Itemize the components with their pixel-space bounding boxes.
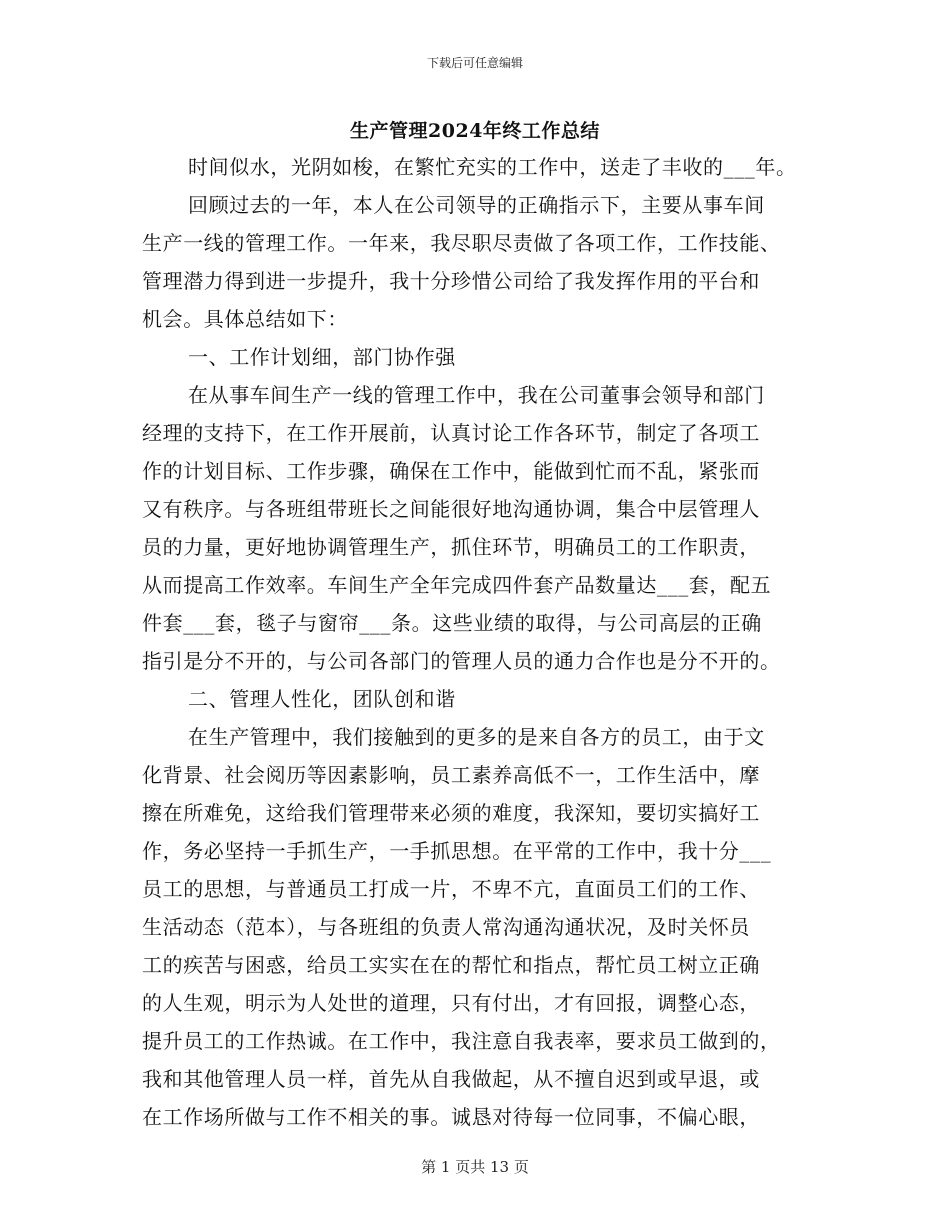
body-line: 管理潜力得到进一步提升，我十分珍惜公司给了我发挥作用的平台和	[142, 269, 760, 293]
body-line: 在生产管理中，我们接触到的更多的是来自各方的员工，由于文	[188, 725, 765, 749]
body-line: 指引是分不开的，与公司各部门的管理人员的通力合作也是分不开的。	[142, 649, 781, 673]
body-line: 又有秩序。与各班组带班长之间能很好地沟通协调，集合中层管理人	[142, 497, 760, 521]
body-line: 一、工作计划细，部门协作强	[188, 345, 456, 369]
body-line: 从而提高工作效率。车间生产全年完成四件套产品数量达___套，配五	[142, 573, 772, 597]
document-title: 生产管理2024年终工作总结	[350, 120, 600, 142]
body-line: 提升员工的工作热诚。在工作中，我注意自我表率，要求员工做到的，	[142, 1029, 781, 1053]
body-line: 化背景、社会阅历等因素影响，员工素养高低不一，工作生活中，摩	[142, 763, 760, 787]
header-note: 下载后可任意编辑	[426, 56, 523, 70]
body-line: 工的疾苦与困惑，给员工实实在在的帮忙和指点，帮忙员工树立正确	[142, 953, 760, 977]
body-line: 作的计划目标、工作步骤，确保在工作中，能做到忙而不乱，紧张而	[142, 459, 760, 483]
page-footer: 第 1 页共 13 页	[421, 1158, 529, 1176]
body-line: 在工作场所做与工作不相关的事。诚恳对待每一位同事，不偏心眼，	[142, 1105, 760, 1129]
body-line: 时间似水，光阴如梭，在繁忙充实的工作中，送走了丰收的___年。	[188, 155, 797, 179]
body-line: 我和其他管理人员一样，首先从自我做起，从不擅自迟到或早退，或	[142, 1067, 760, 1091]
document-body	[142, 148, 832, 1136]
body-line: 擦在所难免，这给我们管理带来必须的难度，我深知，要切实搞好工	[142, 801, 760, 825]
body-line: 员的力量，更好地协调管理生产，抓住环节，明确员工的工作职责，	[142, 535, 760, 559]
body-line: 回顾过去的一年，本人在公司领导的正确指示下，主要从事车间	[188, 193, 765, 217]
body-line: 在从事车间生产一线的管理工作中，我在公司董事会领导和部门	[188, 383, 765, 407]
body-line: 经理的支持下，在工作开展前，认真讨论工作各环节，制定了各项工	[142, 421, 760, 445]
body-line: 员工的思想，与普通员工打成一片，不卑不亢，直面员工们的工作、	[142, 877, 760, 901]
body-line: 作，务必坚持一手抓生产，一手抓思想。在平常的工作中，我十分___	[142, 839, 772, 863]
body-line: 二、管理人性化，团队创和谐	[188, 687, 456, 711]
body-line: 生产一线的管理工作。一年来，我尽职尽责做了各项工作，工作技能、	[142, 231, 781, 255]
body-line: 件套___套，毯子与窗帘___条。这些业绩的取得，与公司高层的正确	[142, 611, 762, 635]
body-line: 机会。具体总结如下：	[142, 307, 348, 331]
body-line: 生活动态（范本），与各班组的负责人常沟通沟通状况，及时关怀员	[142, 915, 750, 939]
body-line: 的人生观，明示为人处世的道理，只有付出，才有回报，调整心态，	[142, 991, 760, 1015]
